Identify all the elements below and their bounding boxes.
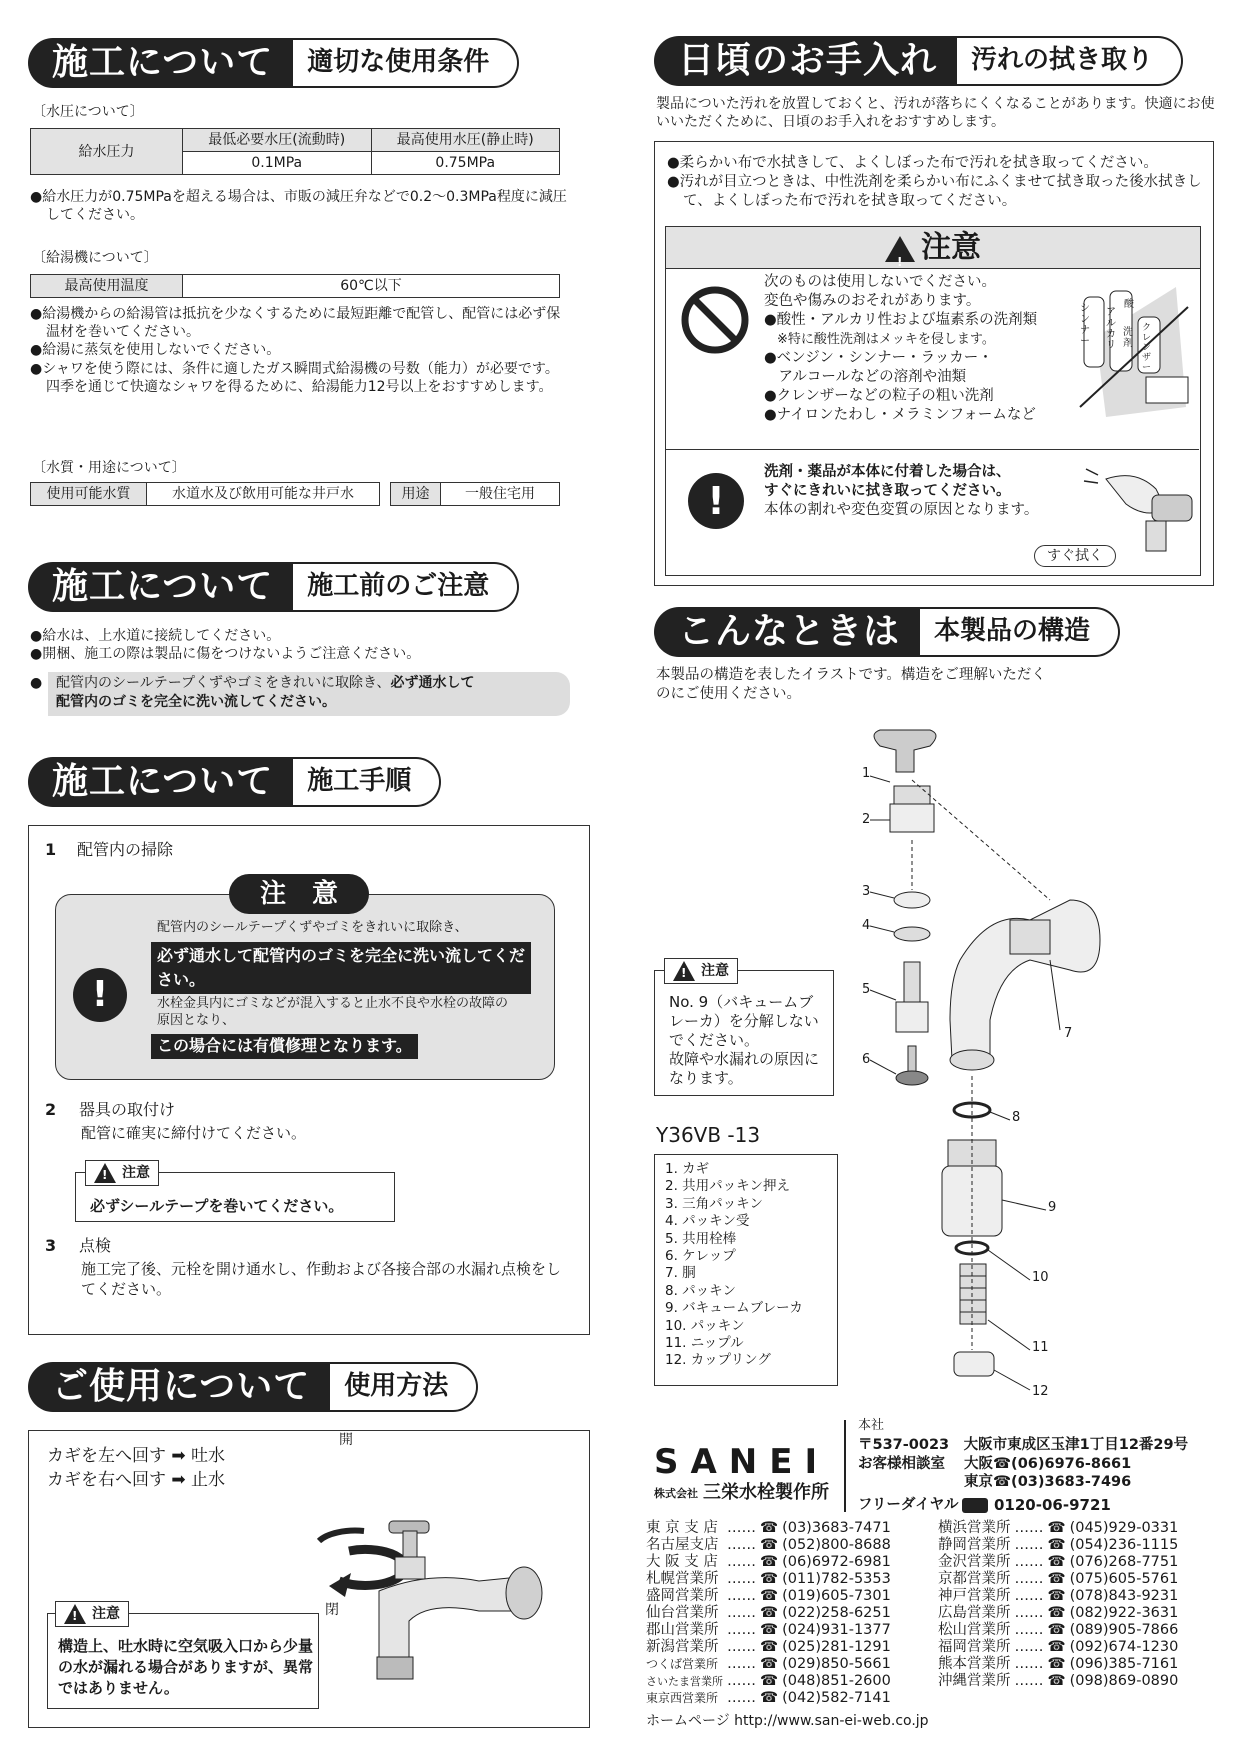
usage-caution-box	[47, 1613, 319, 1709]
warning-title-bar: !注意	[666, 227, 1200, 269]
section-header-structure	[654, 607, 1120, 657]
step-label: 点検	[79, 1236, 112, 1255]
office-row: 松山営業所 …… ☎ (089)905-7866	[938, 1622, 1179, 1638]
hq-label: 本社	[858, 1418, 885, 1433]
office-row: 新潟営業所 …… ☎ (025)281-1291	[646, 1639, 891, 1655]
section-subtitle: 施工前のご注意	[293, 562, 519, 612]
exploded-parts-diagram	[850, 720, 1110, 1410]
warning-icon	[885, 236, 915, 262]
part-item: 2. 共用パッキン押え	[665, 1178, 791, 1195]
tokyo-phone: 東京☎(03)3683-7496	[964, 1474, 1132, 1490]
usage-line: カギを左へ回す ➡ 吐水	[47, 1446, 226, 1466]
step-label: 配管内の掃除	[77, 840, 174, 859]
section-subtitle: 適切な使用条件	[293, 38, 519, 88]
parts-list-items	[665, 1161, 803, 1370]
quality-value: 水道水及び飲用可能な井戸水	[147, 483, 380, 506]
warning-panel	[665, 226, 1201, 576]
part-item: 1. カギ	[665, 1161, 710, 1177]
part-callout: 10	[1032, 1270, 1049, 1285]
quality-label: 使用可能水質	[31, 483, 147, 506]
section-header-precautions	[28, 562, 519, 612]
bottle-label: 酸	[1124, 299, 1134, 310]
wiping-faucet-illustration	[1076, 459, 1196, 559]
part-item: 7. 胴	[665, 1265, 696, 1282]
care-note: ●柔らかい布で水拭きして、よくしぼった布で汚れを拭き取ってください。	[667, 155, 1158, 171]
procedure-box	[28, 825, 590, 1335]
usage-label: 用途	[391, 483, 441, 506]
exclamation-icon: !	[688, 473, 744, 529]
section-subtitle: 使用方法	[330, 1362, 478, 1412]
osaka-phone: 大阪☎(06)6976-8661	[964, 1456, 1132, 1472]
company-logo: SANEI	[654, 1442, 830, 1482]
structure-intro: 本製品の構造を表したイラストです。構造をご理解いただくのにご使用ください。	[656, 667, 1046, 702]
heater-notes	[30, 305, 570, 396]
quality-heading: 〔水質・用途について〕	[32, 460, 186, 476]
section-header-procedure	[28, 757, 441, 807]
office-row: つくば営業所 …… ☎ (029)850-5661	[646, 1656, 891, 1672]
heater-note: ●給湯に蒸気を使用しないでください。	[30, 342, 281, 359]
step-text: 施工完了後、元栓を開け通水し、作動および各接合部の水漏れ点検をしてください。	[81, 1260, 562, 1298]
homepage-link[interactable]: ホームページ http://www.san-ei-web.co.jp	[646, 1713, 929, 1729]
warning-icon	[94, 1163, 116, 1183]
warning-icon	[673, 961, 695, 981]
bottle-label: シンナー	[1080, 303, 1090, 347]
vacuum-caution-text: No. 9（バキュームブレーカ）を分解しないでください。 故障や水漏れの原因になります。	[669, 993, 820, 1087]
part-callout: 7	[1064, 1026, 1073, 1041]
office-row: 仙台営業所 …… ☎ (022)258-6251	[646, 1605, 891, 1621]
cleaning-products-crossed-illustration	[1076, 277, 1196, 417]
prohibited-item: ●ベンジン・シンナー・ラッカー・	[764, 350, 993, 366]
part-callout: 6	[862, 1052, 871, 1067]
pressure-val2: 0.75MPa	[371, 152, 560, 175]
part-item: 11. ニップル	[665, 1335, 744, 1352]
office-row: 盛岡営業所 …… ☎ (019)605-7301	[646, 1588, 891, 1604]
part-callout: 9	[1048, 1200, 1057, 1215]
office-row: 熊本営業所 …… ☎ (096)385-7161	[938, 1656, 1179, 1672]
section-subtitle: 汚れの拭き取り	[957, 36, 1183, 86]
usage-caution-text: 構造上、吐水時に空気吸入口から少量の水が漏れる場合がありますが、異常ではありません。	[58, 1637, 314, 1697]
company-name-prefix: 株式会社	[654, 1487, 698, 1500]
part-item: 4. パッキン受	[665, 1213, 750, 1230]
prohibited-item: ●クレンザーなどの粒子の粗い洗剤	[764, 388, 994, 404]
care-note: ●汚れが目立つときは、中性洗剤を柔らかい布にふくませて拭き取った後水拭きして、よくしぼった布で汚れを拭き取ってください。	[667, 173, 1202, 209]
bottle-label: アルカリ	[1106, 307, 1116, 351]
office-row: 沖縄営業所 …… ☎ (098)869-0890	[938, 1673, 1179, 1689]
care-box	[654, 141, 1214, 586]
office-row: 東京西営業所 …… ☎ (042)582-7141	[646, 1690, 891, 1706]
pressure-row-label: 給水圧力	[31, 129, 183, 175]
offices-right	[936, 1520, 1180, 1690]
precaution-note: ●給水は、上水道に接続してください。	[30, 628, 281, 644]
prohibited-item: アルコールなどの溶剤や油類	[764, 369, 967, 385]
pressure-table	[30, 128, 560, 175]
company-divider	[844, 1420, 846, 1512]
temperature-table	[30, 274, 560, 298]
section-header-care	[654, 36, 1183, 86]
heater-note: ●給湯機からの給湯管は抵抗を少なくするために最短距離で配管し、配管には必ず保温材を巻いてください。	[30, 306, 561, 341]
close-label: 閉	[325, 1602, 339, 1618]
caution-text: 水栓金具内にゴミなどが混入すると止水不良や水栓の故障の原因となり、	[157, 996, 509, 1028]
exclamation-icon: !	[73, 968, 127, 1022]
section-title: こんなときは	[654, 607, 920, 657]
pressure-val1: 0.1MPa	[183, 152, 372, 175]
office-row: 京都営業所 …… ☎ (075)605-5761	[938, 1571, 1179, 1587]
office-row: 大 阪 支 店 …… ☎ (06)6972-6981	[646, 1554, 891, 1570]
part-item: 5. 共用栓棒	[665, 1230, 737, 1247]
part-callout: 5	[862, 982, 871, 997]
divider	[666, 449, 1199, 450]
section-subtitle: 施工手順	[293, 757, 441, 807]
section-title: ご使用について	[28, 1362, 330, 1412]
caution-chip: ! 注意	[85, 1160, 159, 1186]
open-label: 開	[339, 1432, 353, 1448]
care-notes	[667, 154, 1207, 211]
freedial-icon	[962, 1498, 988, 1513]
prohibited-item: ●ナイロンたわし・メラミンフォームなど	[764, 407, 1036, 423]
water-pressure-heading: 〔水圧について〕	[32, 104, 144, 120]
precaution-notes	[30, 627, 570, 663]
office-row: 名古屋支店 …… ☎ (052)800-8688	[646, 1537, 891, 1553]
caution-text: 配管内のシールテープくずやゴミをきれいに取除き、	[157, 920, 468, 935]
office-row: 郡山営業所 …… ☎ (024)931-1377	[646, 1622, 891, 1638]
temp-value: 60℃以下	[183, 275, 560, 298]
office-row: 札幌営業所 …… ☎ (011)782-5353	[646, 1571, 891, 1587]
prohibited-item: ※特に酸性洗剤はメッキを侵します。	[764, 332, 995, 347]
part-item: 6. ケレップ	[665, 1248, 736, 1265]
part-callout: 4	[862, 918, 871, 933]
prohibited-icon	[680, 285, 750, 355]
bottle-label: クレンザー	[1142, 323, 1152, 373]
highlight-text: 配管内のシールテープくずやゴミをきれいに取除き、	[56, 675, 391, 691]
pressure-col1: 最低必要水圧(流動時)	[183, 129, 372, 152]
quality-table	[30, 482, 380, 506]
precaution-note: ●開梱、施工の際は製品に傷をつけないようご注意ください。	[30, 646, 421, 663]
part-callout: 11	[1032, 1340, 1049, 1355]
highlight-bold: 配管内のゴミを完全に洗い流してください。	[56, 694, 336, 710]
prohibited-list	[764, 273, 1064, 425]
prohibited-reason: 変色や傷みのおそれがあります。	[764, 293, 981, 309]
office-row: 神戸営業所 …… ☎ (078)843-9231	[938, 1588, 1179, 1604]
hq-address: 〒537-0023 大阪市東成区玉津1丁目12番29号	[858, 1437, 1189, 1453]
freedial-label: フリーダイヤル	[858, 1497, 959, 1513]
step-label: 器具の取付け	[79, 1100, 176, 1119]
prohibited-item: ●酸性・アルカリ性および塩素系の洗剤類	[764, 312, 1038, 328]
office-row: 広島営業所 …… ☎ (082)922-3631	[938, 1605, 1179, 1621]
adhere-note: 洗剤・薬品が本体に付着した場合は、 すぐにきれいに拭き取ってください。 本体の割れや変色変質の原因となります。	[764, 464, 1039, 518]
step-text: 配管に確実に締付けてください。	[81, 1124, 307, 1142]
vacuum-breaker-caution-box	[654, 970, 834, 1096]
part-item: 9. バキュームブレーカ	[665, 1300, 803, 1317]
section-title: 施工について	[28, 757, 293, 807]
part-item: 3. 三角パッキン	[665, 1195, 764, 1212]
consult-label: お客様相談室	[858, 1456, 945, 1472]
step-number: 2	[45, 1100, 57, 1119]
usage-table	[390, 482, 560, 506]
section-header-conditions	[28, 38, 519, 88]
caution-chip: ! 注意	[664, 958, 738, 984]
caution-highlight: この場合には有償修理となります。	[151, 1034, 418, 1059]
parts-list	[654, 1154, 838, 1386]
part-item: 10. パッキン	[665, 1317, 745, 1334]
part-callout: 12	[1032, 1384, 1049, 1399]
heater-note: ●シャワを使う際には、条件に適したガス瞬間式給湯機の号数（能力）が必要です。四季を通じて快適なシャワを得るために、給湯能力12号以上をおすすめします。	[30, 360, 559, 395]
section-title: 施工について	[28, 38, 293, 88]
temp-label: 最高使用温度	[31, 275, 183, 298]
bottle-label: 洗剤	[1123, 327, 1133, 349]
offices-left	[644, 1520, 893, 1707]
wipe-immediately-label: すぐ拭く	[1034, 545, 1116, 567]
heater-heading: 〔給湯機について〕	[32, 250, 158, 266]
step-number: 3	[45, 1236, 57, 1255]
caution-highlight: 必ず通水して配管内のゴミを完全に洗い流してください。	[151, 942, 531, 994]
pressure-note: ●給水圧力が0.75MPaを超える場合は、市販の減圧弁などで0.2～0.3MPa程度に減圧してください。	[30, 189, 567, 224]
part-callout: 1	[862, 766, 871, 781]
part-item: 8. パッキン	[665, 1282, 737, 1299]
office-row: 金沢営業所 …… ☎ (076)268-7751	[938, 1554, 1179, 1570]
freedial-number: 0120-06-9721	[994, 1496, 1111, 1514]
usage-value: 一般住宅用	[441, 483, 560, 506]
office-row: 東 京 支 店 …… ☎ (03)3683-7471	[646, 1520, 891, 1536]
company-name: 三栄水栓製作所	[703, 1482, 829, 1503]
part-callout: 3	[862, 884, 871, 899]
office-row: 静岡営業所 …… ☎ (054)236-1115	[938, 1537, 1179, 1553]
care-intro: 製品についた汚れを放置しておくと、汚れが落ちにくくなることがあります。快適にお使いいただくために、日頃のお手入れをおすすめします。	[656, 96, 1215, 131]
usage-box	[28, 1430, 590, 1728]
model-number: Y36VB -13	[656, 1123, 761, 1147]
pressure-col2: 最高使用水圧(静止時)	[371, 129, 560, 152]
highlight-note: ● 配管内のシールテープくずやゴミをきれいに取除き、必ず通水して 配管内のゴミを完全に洗い流してください。	[30, 672, 570, 716]
office-row: 福岡営業所 …… ☎ (092)674-1230	[938, 1639, 1179, 1655]
part-callout: 2	[862, 812, 871, 827]
highlight-bold: 必ず通水して	[390, 675, 475, 691]
caution-chip: ! 注意	[55, 1601, 129, 1627]
section-title: 日頃のお手入れ	[654, 36, 957, 86]
warning-icon	[64, 1604, 86, 1624]
step-number: 1	[45, 840, 57, 859]
office-row: 横浜営業所 …… ☎ (045)929-0331	[938, 1520, 1179, 1536]
prohibited-lead: 次のものは使用しないでください。	[764, 274, 996, 290]
section-title: 施工について	[28, 562, 293, 612]
part-item: 12. カップリング	[665, 1352, 771, 1369]
faucet-operation-illustration	[279, 1461, 579, 1681]
usage-line: カギを右へ回す ➡ 止水	[47, 1470, 226, 1490]
install-caution-text: 必ずシールテープを巻いてください。	[90, 1197, 344, 1215]
part-callout: 8	[1012, 1110, 1021, 1125]
section-header-usage	[28, 1362, 478, 1412]
office-row: さいたま営業所 …… ☎ (048)851-2600	[646, 1673, 891, 1689]
section-subtitle: 本製品の構造	[920, 607, 1120, 657]
caution-label: 注 意	[229, 874, 369, 914]
